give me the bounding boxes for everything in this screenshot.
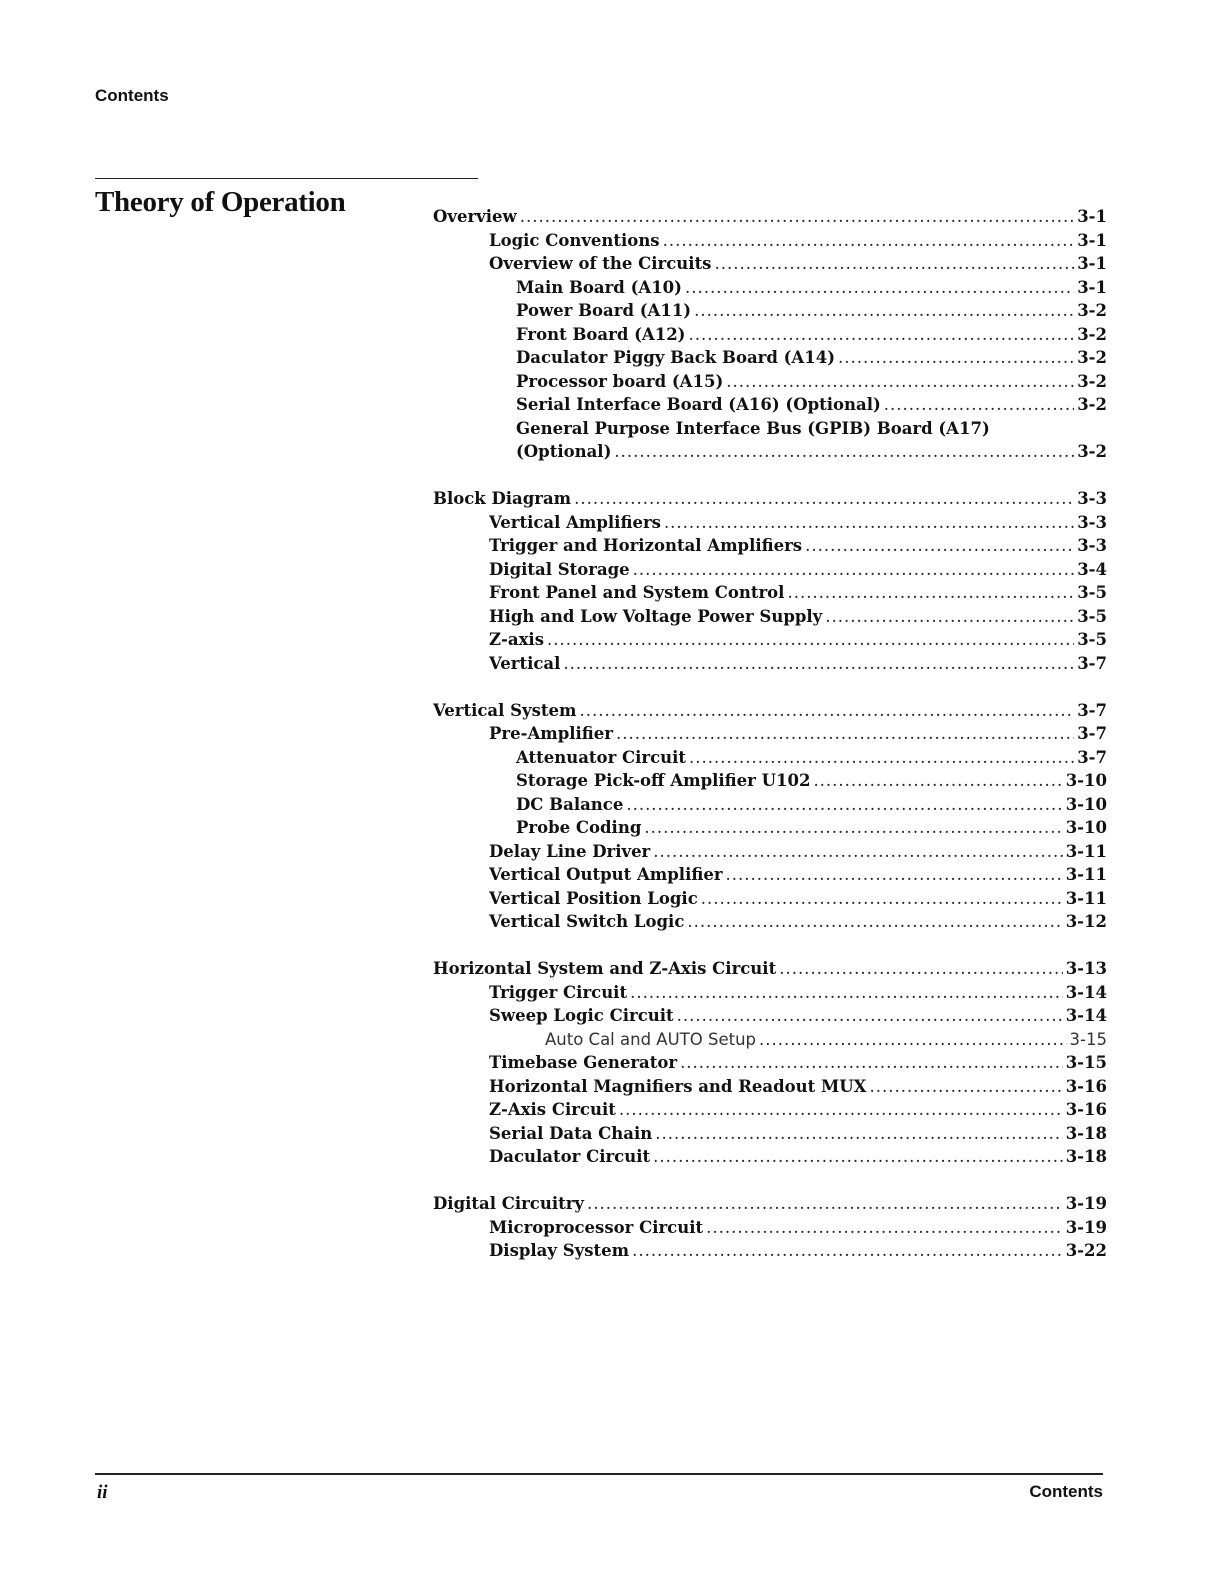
- toc-entry[interactable]: [433, 652, 1107, 676]
- dot-leader: [714, 252, 1074, 276]
- toc-entry-page: 3-2: [1077, 348, 1107, 367]
- toc-entry[interactable]: [433, 581, 1107, 605]
- toc-entry-page: 3-14: [1065, 1006, 1107, 1025]
- toc-entry-continuation[interactable]: [433, 440, 1107, 464]
- toc-entry-page: 3-5: [1077, 606, 1107, 626]
- toc-entry[interactable]: [433, 840, 1107, 864]
- toc-entry-label: Logic Conventions: [489, 230, 660, 250]
- dot-leader: [614, 440, 1074, 464]
- toc-entry-label: Block Diagram: [433, 489, 572, 508]
- dot-leader: [655, 1122, 1062, 1146]
- toc-entry[interactable]: [433, 534, 1107, 558]
- toc-entry-label: Serial Interface Board (A16) (Optional): [516, 395, 881, 414]
- toc-entry-page: 3-11: [1065, 865, 1107, 884]
- dot-leader: [677, 1004, 1063, 1028]
- dot-leader: [726, 370, 1074, 394]
- toc-entry-page: 3-7: [1077, 653, 1107, 673]
- toc-entry-page: 3-15: [1065, 1053, 1107, 1072]
- toc-entry-label: Daculator Circuit: [489, 1147, 651, 1166]
- toc-entry-label: DC Balance: [516, 794, 624, 814]
- dot-leader: [680, 1051, 1063, 1075]
- toc-entry[interactable]: [433, 887, 1107, 911]
- toc-entry-label: Auto Cal and AUTO Setup: [545, 1029, 757, 1049]
- dot-leader: [653, 840, 1062, 864]
- toc-entry[interactable]: [433, 252, 1107, 276]
- toc-entry[interactable]: [433, 722, 1107, 746]
- dot-leader: [688, 323, 1074, 347]
- toc-entry[interactable]: [433, 323, 1107, 347]
- toc-entry-label: General Purpose Interface Bus (GPIB) Board (A17): [516, 418, 990, 438]
- toc-entry-label: Delay Line Driver: [489, 841, 651, 861]
- table-of-contents: [433, 205, 1107, 1263]
- toc-entry-page: 3-5: [1077, 583, 1107, 602]
- footer-label: Contents: [1029, 1482, 1103, 1501]
- toc-entry-label: High and Low Voltage Power Supply: [489, 606, 823, 626]
- toc-entry-page: 3-7: [1077, 747, 1107, 767]
- toc-entry[interactable]: [433, 346, 1107, 370]
- toc-entry[interactable]: [433, 276, 1107, 300]
- toc-entry-page: 3-2: [1077, 324, 1107, 344]
- dot-leader: [869, 1075, 1062, 1099]
- dot-leader: [616, 722, 1074, 746]
- toc-entry-label: Vertical Amplifiers: [489, 512, 661, 532]
- toc-entry-label: Power Board (A11): [516, 301, 692, 320]
- toc-entry-label: Digital Storage: [489, 559, 630, 579]
- toc-entry-page: 3-2: [1077, 442, 1107, 461]
- toc-entry-page: 3-16: [1065, 1100, 1107, 1119]
- toc-entry-page: 3-10: [1065, 771, 1107, 790]
- dot-leader: [813, 769, 1062, 793]
- toc-entry-page: 3-5: [1077, 630, 1107, 649]
- dot-leader: [633, 558, 1075, 582]
- toc-entry-label: Daculator Piggy Back Board (A14): [516, 348, 836, 367]
- toc-entry[interactable]: [433, 299, 1107, 323]
- toc-entry-label: Main Board (A10): [516, 277, 682, 297]
- toc-entry[interactable]: [433, 769, 1107, 793]
- toc-entry[interactable]: [433, 1122, 1107, 1146]
- dot-leader: [805, 534, 1074, 558]
- toc-entry-page: 3-14: [1065, 982, 1107, 1002]
- dot-leader: [759, 1028, 1067, 1052]
- toc-entry-page: 3-2: [1077, 301, 1107, 320]
- dot-leader: [580, 699, 1075, 723]
- toc-entry-label: Processor board (A15): [516, 371, 724, 391]
- toc-entry[interactable]: [433, 746, 1107, 770]
- toc-entry[interactable]: [433, 699, 1107, 723]
- toc-entry-label: Vertical Switch Logic: [489, 912, 685, 931]
- toc-entry-page: 3-3: [1077, 536, 1107, 555]
- toc-entry-label: Horizontal Magnifiers and Readout MUX: [489, 1076, 867, 1096]
- toc-entry-label: Pre-Amplifier: [489, 724, 613, 743]
- dot-leader: [653, 1145, 1063, 1169]
- toc-entry-label: Probe Coding: [516, 818, 642, 837]
- dot-leader: [838, 346, 1074, 370]
- toc-entry[interactable]: [433, 417, 1107, 441]
- toc-entry-page: 3-10: [1065, 818, 1107, 837]
- toc-entry[interactable]: [433, 1004, 1107, 1028]
- toc-entry[interactable]: [433, 487, 1107, 511]
- toc-entry[interactable]: [433, 1075, 1107, 1099]
- toc-entry[interactable]: [433, 393, 1107, 417]
- toc-entry-label: Digital Circuitry: [433, 1194, 585, 1213]
- toc-entry-label: Vertical Output Amplifier: [489, 865, 723, 884]
- toc-entry-label: Display System: [489, 1241, 630, 1260]
- toc-entry-label: Vertical Position Logic: [489, 888, 698, 908]
- dot-leader: [587, 1192, 1063, 1216]
- dot-leader: [547, 628, 1074, 652]
- toc-entry-label: Front Board (A12): [516, 324, 686, 344]
- title-rule: [95, 178, 478, 179]
- dot-leader: [726, 863, 1063, 887]
- toc-entry[interactable]: [433, 229, 1107, 253]
- toc-entry[interactable]: [433, 1216, 1107, 1240]
- toc-entry-label: Sweep Logic Circuit: [489, 1006, 674, 1025]
- toc-entry-page: 3-11: [1065, 888, 1107, 908]
- running-head: Contents: [95, 86, 169, 105]
- dot-leader: [787, 581, 1074, 605]
- toc-entry[interactable]: [433, 981, 1107, 1005]
- toc-entry[interactable]: [433, 1192, 1107, 1216]
- toc-entry-label: Storage Pick-off Amplifier U102: [516, 771, 811, 790]
- toc-entry-label: Attenuator Circuit: [516, 747, 687, 767]
- toc-entry-page: 3-3: [1077, 489, 1107, 508]
- toc-entry-label: Trigger and Horizontal Amplifiers: [489, 536, 803, 555]
- dot-leader: [689, 746, 1074, 770]
- toc-entry-page: 3-15: [1069, 1029, 1107, 1049]
- toc-entry-label: Serial Data Chain: [489, 1123, 653, 1143]
- toc-entry-label: Overview of the Circuits: [489, 254, 712, 273]
- toc-entry[interactable]: [433, 205, 1107, 229]
- dot-leader: [520, 205, 1074, 229]
- toc-entry-label: Microprocessor Circuit: [489, 1217, 704, 1237]
- toc-entry-page: 3-18: [1065, 1147, 1107, 1166]
- toc-entry-page: 3-3: [1077, 512, 1107, 532]
- toc-entry-label: (Optional): [516, 442, 612, 461]
- toc-entry-page: 3-13: [1065, 959, 1107, 978]
- toc-entry-page: 3-7: [1077, 700, 1107, 720]
- toc-entry-page: 3-22: [1065, 1241, 1107, 1260]
- toc-entry-page: 3-11: [1065, 841, 1107, 861]
- dot-leader: [664, 511, 1074, 535]
- toc-entry-label: Vertical: [489, 653, 561, 673]
- dot-leader: [663, 229, 1075, 253]
- toc-entry-label: Z-Axis Circuit: [489, 1100, 616, 1119]
- dot-leader: [574, 487, 1074, 511]
- toc-entry-label: Front Panel and System Control: [489, 583, 785, 602]
- toc-entry[interactable]: [433, 863, 1107, 887]
- toc-entry-page: 3-16: [1065, 1076, 1107, 1096]
- toc-entry-page: 3-1: [1077, 207, 1107, 226]
- toc-entry[interactable]: [433, 1028, 1107, 1052]
- dot-leader: [644, 816, 1062, 840]
- toc-entry-label: Horizontal System and Z-Axis Circuit: [433, 959, 777, 978]
- dot-leader: [685, 276, 1074, 300]
- dot-leader: [687, 910, 1062, 934]
- toc-entry-page: 3-2: [1077, 395, 1107, 414]
- toc-entry[interactable]: [433, 1098, 1107, 1122]
- toc-entry[interactable]: [433, 511, 1107, 535]
- dot-leader: [563, 652, 1074, 676]
- dot-leader: [619, 1098, 1063, 1122]
- toc-entry-page: 3-18: [1065, 1123, 1107, 1143]
- toc-entry[interactable]: [433, 910, 1107, 934]
- toc-entry[interactable]: [433, 957, 1107, 981]
- dot-leader: [884, 393, 1074, 417]
- dot-leader: [779, 957, 1063, 981]
- dot-leader: [825, 605, 1074, 629]
- toc-entry-page: 3-1: [1077, 277, 1107, 297]
- dot-leader: [701, 887, 1063, 911]
- toc-entry-page: 3-10: [1065, 794, 1107, 814]
- toc-entry-page: 3-12: [1065, 912, 1107, 931]
- toc-entry-label: Timebase Generator: [489, 1053, 678, 1072]
- section-title: Theory of Operation: [95, 186, 346, 218]
- dot-leader: [630, 981, 1063, 1005]
- footer-rule: [95, 1473, 1103, 1475]
- toc-entry[interactable]: [433, 628, 1107, 652]
- toc-entry-page: 3-19: [1065, 1194, 1107, 1213]
- page-number: ii: [97, 1482, 108, 1503]
- toc-entry-page: 3-2: [1077, 371, 1107, 391]
- toc-entry[interactable]: [433, 605, 1107, 629]
- toc-entry[interactable]: [433, 1145, 1107, 1169]
- toc-entry[interactable]: [433, 558, 1107, 582]
- toc-entry[interactable]: [433, 370, 1107, 394]
- toc-entry-label: Vertical System: [433, 700, 577, 720]
- toc-entry[interactable]: [433, 1051, 1107, 1075]
- dot-leader: [694, 299, 1074, 323]
- toc-entry-page: 3-1: [1077, 254, 1107, 273]
- toc-entry-label: Overview: [433, 207, 517, 226]
- toc-entry[interactable]: [433, 816, 1107, 840]
- toc-entry[interactable]: [433, 793, 1107, 817]
- dot-leader: [706, 1216, 1063, 1240]
- dot-leader: [632, 1239, 1063, 1263]
- toc-entry-page: 3-1: [1077, 230, 1107, 250]
- toc-entry-page: 3-19: [1065, 1217, 1107, 1237]
- toc-entry-page: 3-7: [1077, 724, 1107, 743]
- toc-entry-label: Trigger Circuit: [489, 982, 628, 1002]
- toc-entry[interactable]: [433, 1239, 1107, 1263]
- dot-leader: [626, 793, 1062, 817]
- toc-entry-label: Z-axis: [489, 630, 544, 649]
- toc-entry-page: 3-4: [1077, 559, 1107, 579]
